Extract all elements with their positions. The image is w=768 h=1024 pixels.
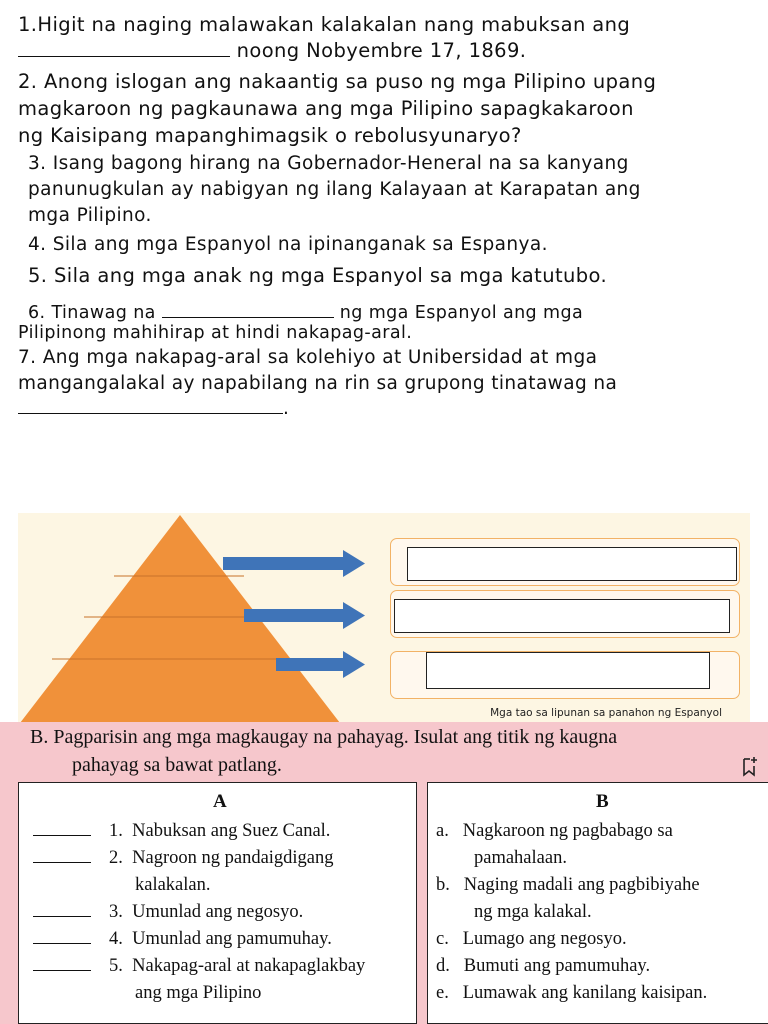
answer-line-3[interactable] xyxy=(33,900,91,917)
column-b-item-e xyxy=(436,980,707,1007)
column-a-box xyxy=(18,782,417,1024)
column-b-item-a-cont: pamahalaan. xyxy=(474,848,567,868)
question-1-line-2 xyxy=(18,38,738,64)
item-letter: a. xyxy=(436,821,449,841)
item-text: Umunlad ang negosyo. xyxy=(132,902,304,922)
item-text: Umunlad ang pamumuhay. xyxy=(132,929,332,949)
column-b-header: B xyxy=(596,791,609,812)
item-text: Nakapag-aral at nakapaglakbay xyxy=(132,956,366,976)
item-number: 5. xyxy=(109,956,123,976)
column-b-box xyxy=(427,782,768,1024)
social-class-box-1 xyxy=(390,538,740,586)
answer-line-1[interactable] xyxy=(33,819,91,836)
question-7-line-3 xyxy=(18,395,738,422)
question-4: 4. Sila ang mga Espanyol na ipinanganak sa Espanya. xyxy=(28,234,548,255)
item-letter: b. xyxy=(436,875,450,895)
column-b-item-b xyxy=(436,872,700,899)
question-2-line-1: 2. Anong islogan ang nakaantig sa puso ng mga Pilipino upang xyxy=(18,70,657,93)
social-class-box-2 xyxy=(390,590,740,638)
part-b-section xyxy=(0,722,768,1024)
social-class-answer-2[interactable] xyxy=(394,599,730,633)
column-b-item-b-cont: ng mga kalakal. xyxy=(474,902,592,922)
answer-blank-7[interactable] xyxy=(18,395,283,414)
item-text: Naging madali ang pagbibiyahe xyxy=(463,875,700,895)
arrow-icon-1 xyxy=(223,550,365,577)
bookmark-add-icon[interactable] xyxy=(741,756,759,778)
item-text: Nabuksan ang Suez Canal. xyxy=(132,821,331,841)
item-text: Lumawak ang kanilang kaisipan. xyxy=(462,983,708,1003)
column-a-header: A xyxy=(213,791,227,812)
question-7-period: . xyxy=(283,398,290,419)
social-class-box-3 xyxy=(390,651,740,699)
social-class-answer-1[interactable] xyxy=(407,547,737,581)
column-b-item-a xyxy=(436,818,673,845)
item-letter: e. xyxy=(436,983,449,1003)
question-3-line-3: mga Pilipino. xyxy=(28,205,152,226)
part-b-instruction-2: pahayag sa bawat patlang. xyxy=(72,754,282,776)
column-b-item-d xyxy=(436,953,650,980)
question-6-line-2: Pilipinong mahihirap at hindi nakapag-aral. xyxy=(18,323,413,343)
column-a-item-5-cont: ang mga Pilipino xyxy=(135,983,262,1003)
item-number: 4. xyxy=(109,929,123,949)
question-1-line-1: 1.Higit na naging malawakan kalakalan nang mabuksan ang xyxy=(18,13,631,36)
item-letter: c. xyxy=(436,929,449,949)
answer-line-4[interactable] xyxy=(33,927,91,944)
question-1-line-2-text: noong Nobyembre 17, 1869. xyxy=(236,39,527,62)
item-text: Bumuti ang pamumuhay. xyxy=(463,956,651,976)
question-5: 5. Sila ang mga anak ng mga Espanyol sa mga katutubo. xyxy=(28,264,608,287)
pyramid-caption: Mga tao sa lipunan sa panahon ng Espanyol xyxy=(490,707,722,719)
item-number: 2. xyxy=(109,848,123,868)
item-letter: d. xyxy=(436,956,450,976)
question-2-line-3: ng Kaisipang mapanghimagsik o rebolusyunaryo? xyxy=(18,124,522,147)
column-a-item-3 xyxy=(33,899,303,926)
answer-line-2[interactable] xyxy=(33,846,91,863)
question-6-text-end: ng mga Espanyol ang mga xyxy=(339,303,584,323)
answer-line-5[interactable] xyxy=(33,954,91,971)
question-6-text-start: 6. Tinawag na xyxy=(28,303,156,323)
item-text: Nagkaroon ng pagbabago sa xyxy=(462,821,673,841)
column-b-item-c xyxy=(436,926,627,953)
item-text: Nagroon ng pandaigdigang xyxy=(132,848,334,868)
column-a-item-4 xyxy=(33,926,332,953)
question-3-line-1: 3. Isang bagong hirang na Gobernador-Heneral na sa kanyang xyxy=(28,153,629,174)
column-a-item-2-cont: kalakalan. xyxy=(135,875,211,895)
column-a-item-5 xyxy=(33,953,365,980)
item-text: Lumago ang negosyo. xyxy=(462,929,627,949)
item-number: 3. xyxy=(109,902,123,922)
part-b-instruction-1: B. Pagparisin ang mga magkaugay na pahayag. Isulat ang titik ng kaugna xyxy=(30,726,618,748)
question-7-line-2: mangangalakal ay napabilang na rin sa grupong tinatawag na xyxy=(18,373,618,394)
pink-side-band-left xyxy=(0,782,18,1024)
answer-blank-1[interactable] xyxy=(18,38,230,57)
item-number: 1. xyxy=(109,821,123,841)
question-2-line-2: magkaroon ng pagkaunawa ang mga Pilipino sapagkakaroon xyxy=(18,97,634,120)
question-3-line-2: panunugkulan ay nabigyan ng ilang Kalayaan at Karapatan ang xyxy=(28,179,641,200)
column-a-item-2 xyxy=(33,845,334,872)
social-pyramid-section xyxy=(18,513,750,723)
social-class-answer-3[interactable] xyxy=(426,652,710,689)
question-7-line-1: 7. Ang mga nakapag-aral sa kolehiyo at Unibersidad at mga xyxy=(18,347,598,368)
column-a-item-1 xyxy=(33,818,330,845)
answer-blank-6[interactable] xyxy=(162,299,334,318)
